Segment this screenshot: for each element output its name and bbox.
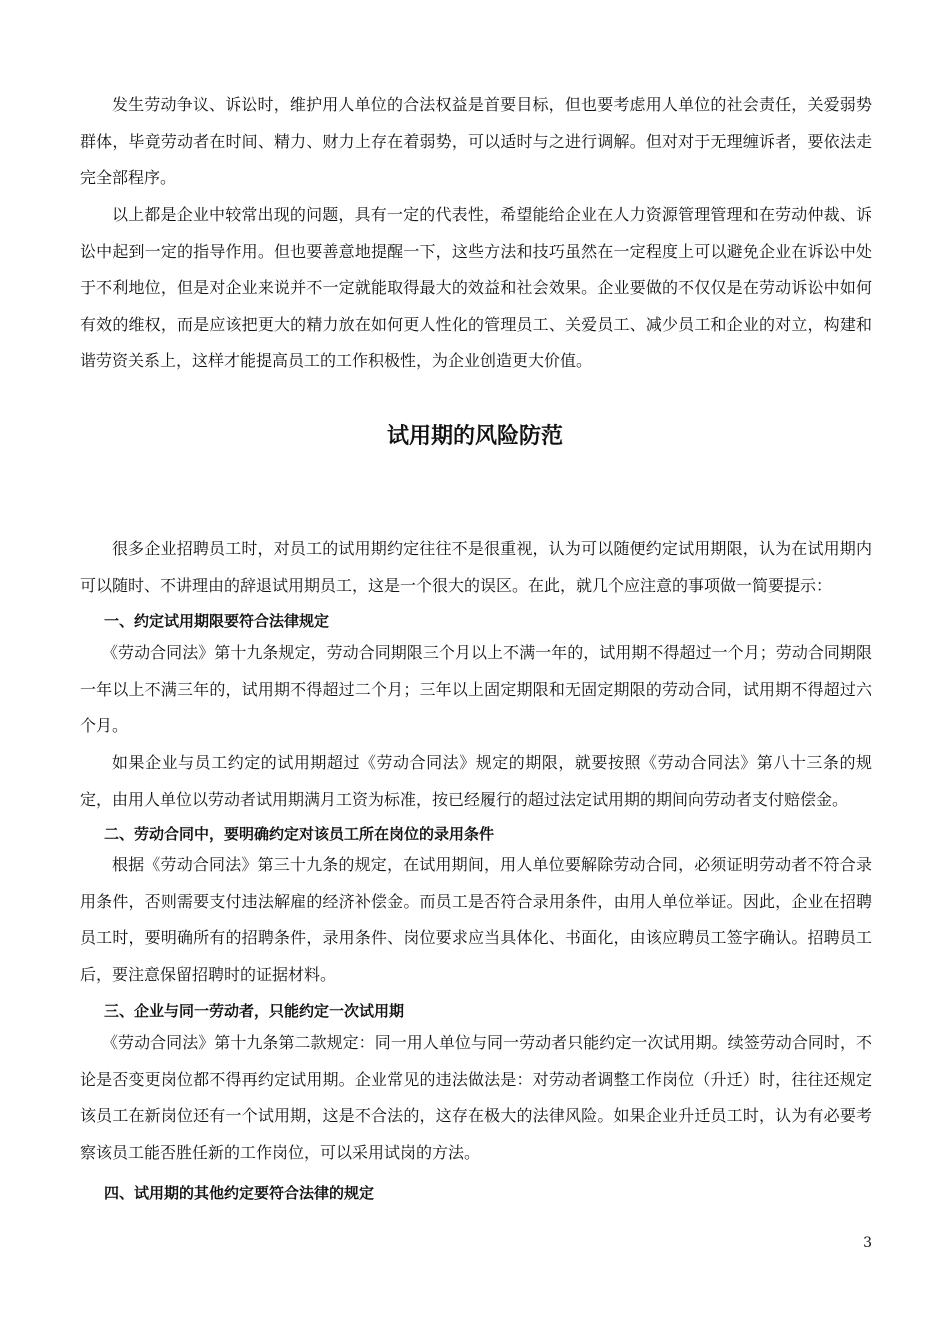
section-heading-1: 一、约定试用期限要符合法律规定	[104, 612, 330, 630]
page-number: 3	[863, 1235, 872, 1251]
section2-paragraph-1: 根据《劳动合同法》第三十九条的规定，在试用期间，用人单位要解除劳动合同，必须证明劳动者不符合录用条件，否则需要支付违法解雇的经济补偿金。而员工是否符合录用条件，由用人单位举证。因此，企业在招聘员工时，要明确所有的招聘条件，录用条件、岗位要求应当具体化、书面化，由该应聘员工签字确认。招聘员工后，要注意保留招聘时的证据材料。	[80, 855, 872, 984]
paragraph-summary: 以上都是企业中较常出现的问题，具有一定的代表性，希望能给企业在人力资源管理管理和在劳动仲裁、诉讼中起到一定的指导作用。但也要善意地提醒一下，这些方法和技巧虽然在一定程度上可以避免企业在诉讼中处于不利地位，但是对企业来说并不一定就能取得最大的效益和社会效果。企业要做的不仅仅是在劳动诉讼中如何有效的维权，而是应该把更大的精力放在如何更人性化的管理员工、关爱员工、减少员工和企业的对立，构建和谐劳资关系上，这样才能提高员工的工作积极性，为企业创造更大价值。	[80, 205, 872, 371]
section-heading-3: 三、企业与同一劳动者，只能约定一次试用期	[104, 1002, 405, 1020]
section-heading-4: 四、试用期的其他约定要符合法律的规定	[104, 1184, 375, 1202]
paragraph-dispute: 发生劳动争议、诉讼时，维护用人单位的合法权益是首要目标，但也要考虑用人单位的社会责任，关爱弱势群体，毕竟劳动者在时间、精力、财力上存在着弱势，可以适时与之进行调解。但对对于无理缠诉者，要依法走完全部程序。	[80, 95, 872, 188]
page-title: 试用期的风险防范	[386, 424, 563, 449]
paragraph-intro: 很多企业招聘员工时，对员工的试用期约定往往不是很重视，认为可以随便约定试用期限，认为在试用期内可以随时、不讲理由的辞退试用期员工，这是一个很大的误区。在此，就几个应注意的事项做一简要提示：	[80, 539, 872, 595]
section-heading-2: 二、劳动合同中，要明确约定对该员工所在岗位的录用条件	[104, 825, 495, 843]
section1-paragraph-2: 如果企业与员工约定的试用期超过《劳动合同法》规定的期限，就要按照《劳动合同法》第八十三条的规定，由用人单位以劳动者试用期满月工资为标准，按已经履行的超过法定试用期的期间向劳动者支付赔偿金。	[80, 753, 872, 809]
section1-paragraph-1: 《劳动合同法》第十九条规定，劳动合同期限三个月以上不满一年的，试用期不得超过一个月；劳动合同期限一年以上不满三年的，试用期不得超过二个月；三年以上固定期限和无固定期限的劳动合同，试用期不得超过六个月。	[80, 643, 872, 736]
section3-paragraph-1: 《劳动合同法》第十九条第二款规定：同一用人单位与同一劳动者只能约定一次试用期。续签劳动合同时，不论是否变更岗位都不得再约定试用期。企业常见的违法做法是：对劳动者调整工作岗位（升迁）时，往往还规定该员工在新岗位还有一个试用期，这是不合法的，这存在极大的法律风险。如果企业升迁员工时，认为有必要考察该员工能否胜任新的工作岗位，可以采用试岗的方法。	[80, 1033, 872, 1162]
